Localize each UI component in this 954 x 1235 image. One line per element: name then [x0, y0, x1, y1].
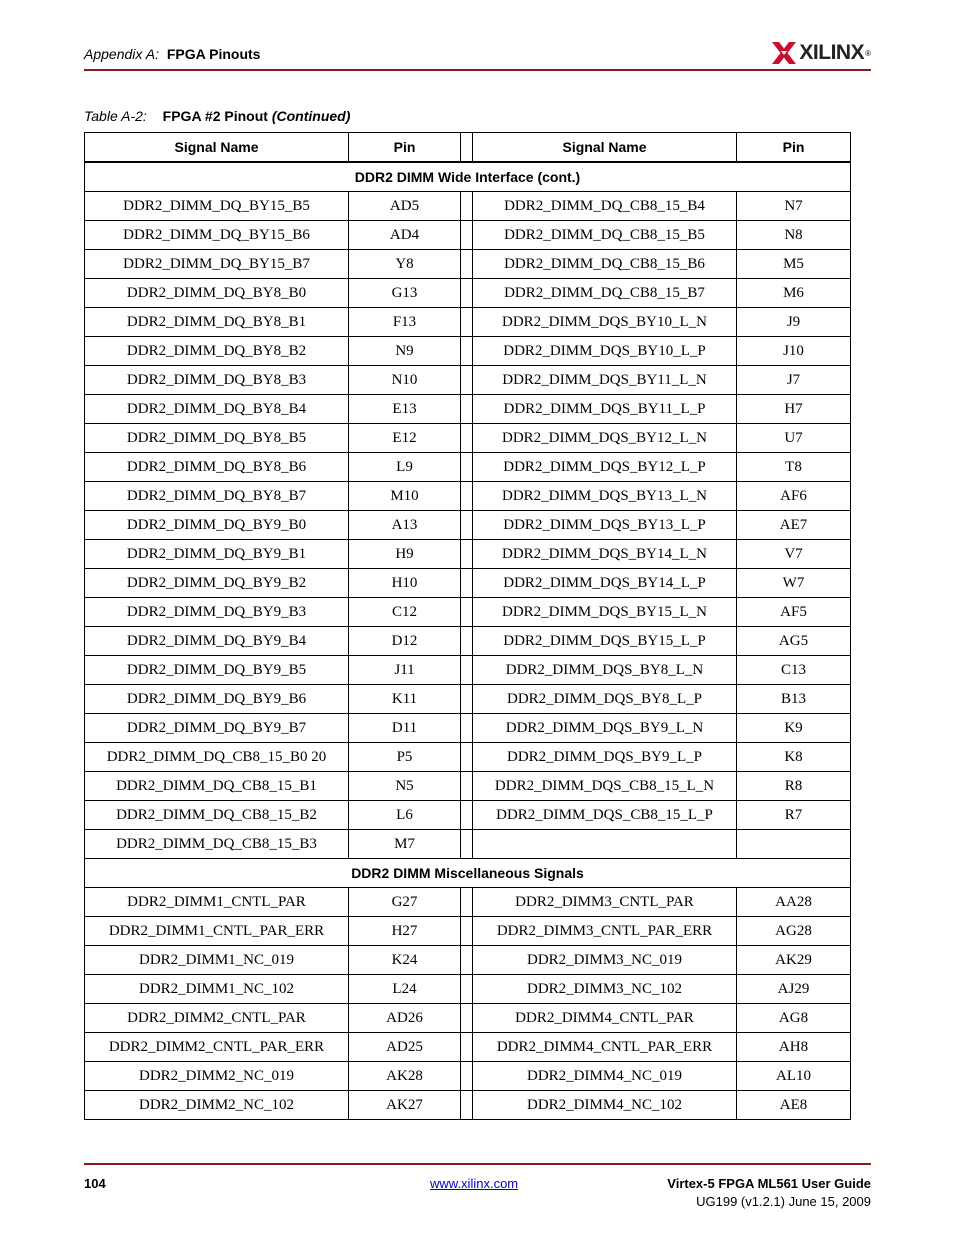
signal-name-right: DDR2_DIMM_DQ_CB8_15_B7	[473, 279, 737, 308]
pin-right: R8	[737, 772, 851, 801]
logo-registered-mark: ®	[865, 48, 871, 58]
xilinx-logo	[771, 40, 871, 66]
pin-left: N9	[349, 337, 461, 366]
signal-name-left: DDR2_DIMM_DQ_CB8_15_B3	[85, 830, 349, 859]
table-row	[85, 888, 851, 917]
pin-right: W7	[737, 569, 851, 598]
col-gap-cell	[461, 627, 473, 656]
col-gap-cell	[461, 917, 473, 946]
pin-left: G27	[349, 888, 461, 917]
pin-left: J11	[349, 656, 461, 685]
col-gap-cell	[461, 250, 473, 279]
table-row	[85, 192, 851, 221]
pin-right: N7	[737, 192, 851, 221]
signal-name-right: DDR2_DIMM_DQS_BY15_L_P	[473, 627, 737, 656]
signal-name-left: DDR2_DIMM_DQ_BY9_B3	[85, 598, 349, 627]
signal-name-left: DDR2_DIMM_DQ_BY9_B4	[85, 627, 349, 656]
signal-name-right: DDR2_DIMM4_NC_102	[473, 1091, 737, 1120]
signal-name-right: DDR2_DIMM_DQS_CB8_15_L_P	[473, 801, 737, 830]
signal-name-right	[473, 830, 737, 859]
pin-right: N8	[737, 221, 851, 250]
table-header-row	[85, 133, 851, 163]
pin-right: AE7	[737, 511, 851, 540]
col-gap-cell	[461, 395, 473, 424]
col-header-signal-left: Signal Name	[85, 133, 349, 163]
signal-name-left: DDR2_DIMM_DQ_BY8_B7	[85, 482, 349, 511]
col-gap-cell	[461, 685, 473, 714]
section-title-wide-interface: DDR2 DIMM Wide Interface (cont.)	[85, 162, 851, 192]
table-row	[85, 656, 851, 685]
signal-name-left: DDR2_DIMM1_NC_019	[85, 946, 349, 975]
col-gap-cell	[461, 569, 473, 598]
col-gap-cell	[461, 540, 473, 569]
pin-right: J7	[737, 366, 851, 395]
pin-left: AK27	[349, 1091, 461, 1120]
pin-right: AH8	[737, 1033, 851, 1062]
col-gap-cell	[461, 656, 473, 685]
pin-left: AD5	[349, 192, 461, 221]
table-row	[85, 743, 851, 772]
website-link[interactable]: www.xilinx.com	[430, 1176, 519, 1191]
pin-left: H9	[349, 540, 461, 569]
table-row	[85, 511, 851, 540]
signal-name-right: DDR2_DIMM_DQS_BY12_L_N	[473, 424, 737, 453]
guide-title: Virtex-5 FPGA ML561 User Guide	[667, 1176, 871, 1191]
signal-name-left: DDR2_DIMM2_NC_019	[85, 1062, 349, 1091]
table-label: Table A-2:	[84, 108, 147, 124]
pin-right: AJ29	[737, 975, 851, 1004]
table-row	[85, 1033, 851, 1062]
col-gap-cell	[461, 946, 473, 975]
col-gap-cell	[461, 308, 473, 337]
pin-left: E12	[349, 424, 461, 453]
pin-left: E13	[349, 395, 461, 424]
signal-name-left: DDR2_DIMM_DQ_BY9_B6	[85, 685, 349, 714]
col-header-pin-left: Pin	[349, 133, 461, 163]
signal-name-left: DDR2_DIMM_DQ_BY9_B0	[85, 511, 349, 540]
table-continued: (Continued)	[271, 108, 351, 124]
signal-name-right: DDR2_DIMM_DQS_BY14_L_P	[473, 569, 737, 598]
signal-name-left: DDR2_DIMM1_CNTL_PAR_ERR	[85, 917, 349, 946]
signal-name-left: DDR2_DIMM_DQ_BY15_B5	[85, 192, 349, 221]
pin-left: AD4	[349, 221, 461, 250]
signal-name-right: DDR2_DIMM_DQS_BY11_L_N	[473, 366, 737, 395]
col-gap-cell	[461, 221, 473, 250]
table-row	[85, 917, 851, 946]
table-row	[85, 424, 851, 453]
signal-name-left: DDR2_DIMM2_CNTL_PAR_ERR	[85, 1033, 349, 1062]
signal-name-left: DDR2_DIMM1_CNTL_PAR	[85, 888, 349, 917]
table-row	[85, 975, 851, 1004]
col-gap-cell	[461, 743, 473, 772]
col-gap-cell	[461, 598, 473, 627]
table-row	[85, 308, 851, 337]
signal-name-right: DDR2_DIMM3_CNTL_PAR	[473, 888, 737, 917]
signal-name-right: DDR2_DIMM3_CNTL_PAR_ERR	[473, 917, 737, 946]
signal-name-right: DDR2_DIMM_DQS_BY12_L_P	[473, 453, 737, 482]
xilinx-x-icon	[771, 40, 797, 66]
signal-name-left: DDR2_DIMM_DQ_BY8_B6	[85, 453, 349, 482]
pin-right: AG28	[737, 917, 851, 946]
signal-name-left: DDR2_DIMM_DQ_BY8_B1	[85, 308, 349, 337]
table-row	[85, 221, 851, 250]
table-row	[85, 540, 851, 569]
signal-name-left: DDR2_DIMM_DQ_CB8_15_B0 20	[85, 743, 349, 772]
pin-left: M10	[349, 482, 461, 511]
pin-right: K8	[737, 743, 851, 772]
signal-name-left: DDR2_DIMM_DQ_BY15_B6	[85, 221, 349, 250]
footer-rule	[84, 1163, 871, 1165]
table-row	[85, 714, 851, 743]
page-header	[84, 41, 871, 70]
signal-name-right: DDR2_DIMM_DQ_CB8_15_B5	[473, 221, 737, 250]
table-row	[85, 569, 851, 598]
signal-name-right: DDR2_DIMM_DQS_BY13_L_P	[473, 511, 737, 540]
signal-name-right: DDR2_DIMM4_NC_019	[473, 1062, 737, 1091]
table-row	[85, 453, 851, 482]
appendix-title: FPGA Pinouts	[166, 46, 261, 62]
section-title-misc-signals: DDR2 DIMM Miscellaneous Signals	[85, 859, 851, 888]
col-gap-cell	[461, 772, 473, 801]
signal-name-left: DDR2_DIMM_DQ_CB8_15_B2	[85, 801, 349, 830]
table-row	[85, 772, 851, 801]
table-row	[85, 946, 851, 975]
pin-left: N5	[349, 772, 461, 801]
signal-name-right: DDR2_DIMM4_CNTL_PAR_ERR	[473, 1033, 737, 1062]
col-gap-cell	[461, 1091, 473, 1120]
signal-name-right: DDR2_DIMM_DQS_BY11_L_P	[473, 395, 737, 424]
signal-name-left: DDR2_DIMM_DQ_BY9_B7	[85, 714, 349, 743]
signal-name-right: DDR2_DIMM_DQS_BY8_L_N	[473, 656, 737, 685]
signal-name-left: DDR2_DIMM1_NC_102	[85, 975, 349, 1004]
table-row	[85, 366, 851, 395]
signal-name-left: DDR2_DIMM2_CNTL_PAR	[85, 1004, 349, 1033]
col-header-signal-right: Signal Name	[473, 133, 737, 163]
signal-name-right: DDR2_DIMM3_NC_102	[473, 975, 737, 1004]
col-gap-cell	[461, 482, 473, 511]
pin-right: AK29	[737, 946, 851, 975]
table-caption	[84, 108, 350, 124]
table-row	[85, 279, 851, 308]
pin-right: B13	[737, 685, 851, 714]
pin-right: AG8	[737, 1004, 851, 1033]
col-gap-cell	[461, 1062, 473, 1091]
pin-left: L6	[349, 801, 461, 830]
table-row	[85, 598, 851, 627]
signal-name-right: DDR2_DIMM_DQ_CB8_15_B6	[473, 250, 737, 279]
signal-name-left: DDR2_DIMM_DQ_BY8_B5	[85, 424, 349, 453]
section-row	[85, 859, 851, 888]
col-header-pin-right: Pin	[737, 133, 851, 163]
signal-name-right: DDR2_DIMM_DQS_BY9_L_P	[473, 743, 737, 772]
table-row	[85, 482, 851, 511]
pin-right: V7	[737, 540, 851, 569]
pin-left: AD26	[349, 1004, 461, 1033]
pin-left: L24	[349, 975, 461, 1004]
signal-name-left: DDR2_DIMM_DQ_BY9_B1	[85, 540, 349, 569]
pin-left: L9	[349, 453, 461, 482]
pin-right: AF5	[737, 598, 851, 627]
pin-right: AE8	[737, 1091, 851, 1120]
table-row	[85, 801, 851, 830]
pin-left: Y8	[349, 250, 461, 279]
signal-name-right: DDR2_DIMM_DQS_BY10_L_P	[473, 337, 737, 366]
pin-right: AF6	[737, 482, 851, 511]
section-row	[85, 162, 851, 192]
col-gap-cell	[461, 714, 473, 743]
pin-left: M7	[349, 830, 461, 859]
pin-left: H27	[349, 917, 461, 946]
signal-name-left: DDR2_DIMM_DQ_BY9_B2	[85, 569, 349, 598]
col-gap	[461, 133, 473, 163]
pin-left: H10	[349, 569, 461, 598]
signal-name-left: DDR2_DIMM_DQ_BY8_B0	[85, 279, 349, 308]
signal-name-left: DDR2_DIMM_DQ_BY8_B2	[85, 337, 349, 366]
pin-right: K9	[737, 714, 851, 743]
running-header	[84, 46, 260, 62]
col-gap-cell	[461, 888, 473, 917]
col-gap-cell	[461, 337, 473, 366]
pin-right: J10	[737, 337, 851, 366]
table-row	[85, 685, 851, 714]
signal-name-right: DDR2_DIMM3_NC_019	[473, 946, 737, 975]
header-rule	[84, 69, 871, 71]
pin-right: M5	[737, 250, 851, 279]
signal-name-right: DDR2_DIMM_DQS_BY8_L_P	[473, 685, 737, 714]
table-row	[85, 627, 851, 656]
col-gap-cell	[461, 830, 473, 859]
signal-name-left: DDR2_DIMM_DQ_CB8_15_B1	[85, 772, 349, 801]
col-gap-cell	[461, 975, 473, 1004]
pin-left: K11	[349, 685, 461, 714]
signal-name-left: DDR2_DIMM2_NC_102	[85, 1091, 349, 1120]
col-gap-cell	[461, 424, 473, 453]
table-title: FPGA #2 Pinout	[162, 108, 268, 124]
pin-left: C12	[349, 598, 461, 627]
table-row	[85, 1091, 851, 1120]
signal-name-right: DDR2_DIMM_DQS_BY14_L_N	[473, 540, 737, 569]
pin-right: AA28	[737, 888, 851, 917]
pin-left: K24	[349, 946, 461, 975]
table-row	[85, 395, 851, 424]
signal-name-left: DDR2_DIMM_DQ_BY8_B4	[85, 395, 349, 424]
pinout-table	[84, 132, 851, 1120]
col-gap-cell	[461, 1033, 473, 1062]
col-gap-cell	[461, 801, 473, 830]
table-row	[85, 1062, 851, 1091]
signal-name-right: DDR2_DIMM_DQS_BY13_L_N	[473, 482, 737, 511]
pin-left: D11	[349, 714, 461, 743]
col-gap-cell	[461, 1004, 473, 1033]
pin-left: G13	[349, 279, 461, 308]
pin-left: D12	[349, 627, 461, 656]
col-gap-cell	[461, 279, 473, 308]
pin-left: P5	[349, 743, 461, 772]
table-row	[85, 1004, 851, 1033]
pin-right	[737, 830, 851, 859]
page-number: 104	[84, 1176, 106, 1191]
col-gap-cell	[461, 366, 473, 395]
pin-left: A13	[349, 511, 461, 540]
pin-right: AL10	[737, 1062, 851, 1091]
signal-name-left: DDR2_DIMM_DQ_BY9_B5	[85, 656, 349, 685]
table-row	[85, 250, 851, 279]
appendix-label: Appendix A:	[84, 46, 159, 62]
pin-left: AD25	[349, 1033, 461, 1062]
pin-right: R7	[737, 801, 851, 830]
signal-name-left: DDR2_DIMM_DQ_BY15_B7	[85, 250, 349, 279]
signal-name-right: DDR2_DIMM_DQS_BY10_L_N	[473, 308, 737, 337]
col-gap-cell	[461, 192, 473, 221]
pin-left: F13	[349, 308, 461, 337]
signal-name-right: DDR2_DIMM4_CNTL_PAR	[473, 1004, 737, 1033]
signal-name-right: DDR2_DIMM_DQS_BY15_L_N	[473, 598, 737, 627]
logo-wordmark: XILINX	[799, 41, 865, 64]
table-row	[85, 830, 851, 859]
pin-left: AK28	[349, 1062, 461, 1091]
pin-right: M6	[737, 279, 851, 308]
table-row	[85, 337, 851, 366]
document-id: UG199 (v1.2.1) June 15, 2009	[696, 1194, 871, 1209]
col-gap-cell	[461, 453, 473, 482]
pin-right: U7	[737, 424, 851, 453]
col-gap-cell	[461, 511, 473, 540]
signal-name-right: DDR2_DIMM_DQS_CB8_15_L_N	[473, 772, 737, 801]
pin-right: H7	[737, 395, 851, 424]
pin-right: AG5	[737, 627, 851, 656]
pin-right: C13	[737, 656, 851, 685]
signal-name-right: DDR2_DIMM_DQS_BY9_L_N	[473, 714, 737, 743]
pin-right: J9	[737, 308, 851, 337]
pin-right: T8	[737, 453, 851, 482]
signal-name-left: DDR2_DIMM_DQ_BY8_B3	[85, 366, 349, 395]
signal-name-right: DDR2_DIMM_DQ_CB8_15_B4	[473, 192, 737, 221]
pin-left: N10	[349, 366, 461, 395]
